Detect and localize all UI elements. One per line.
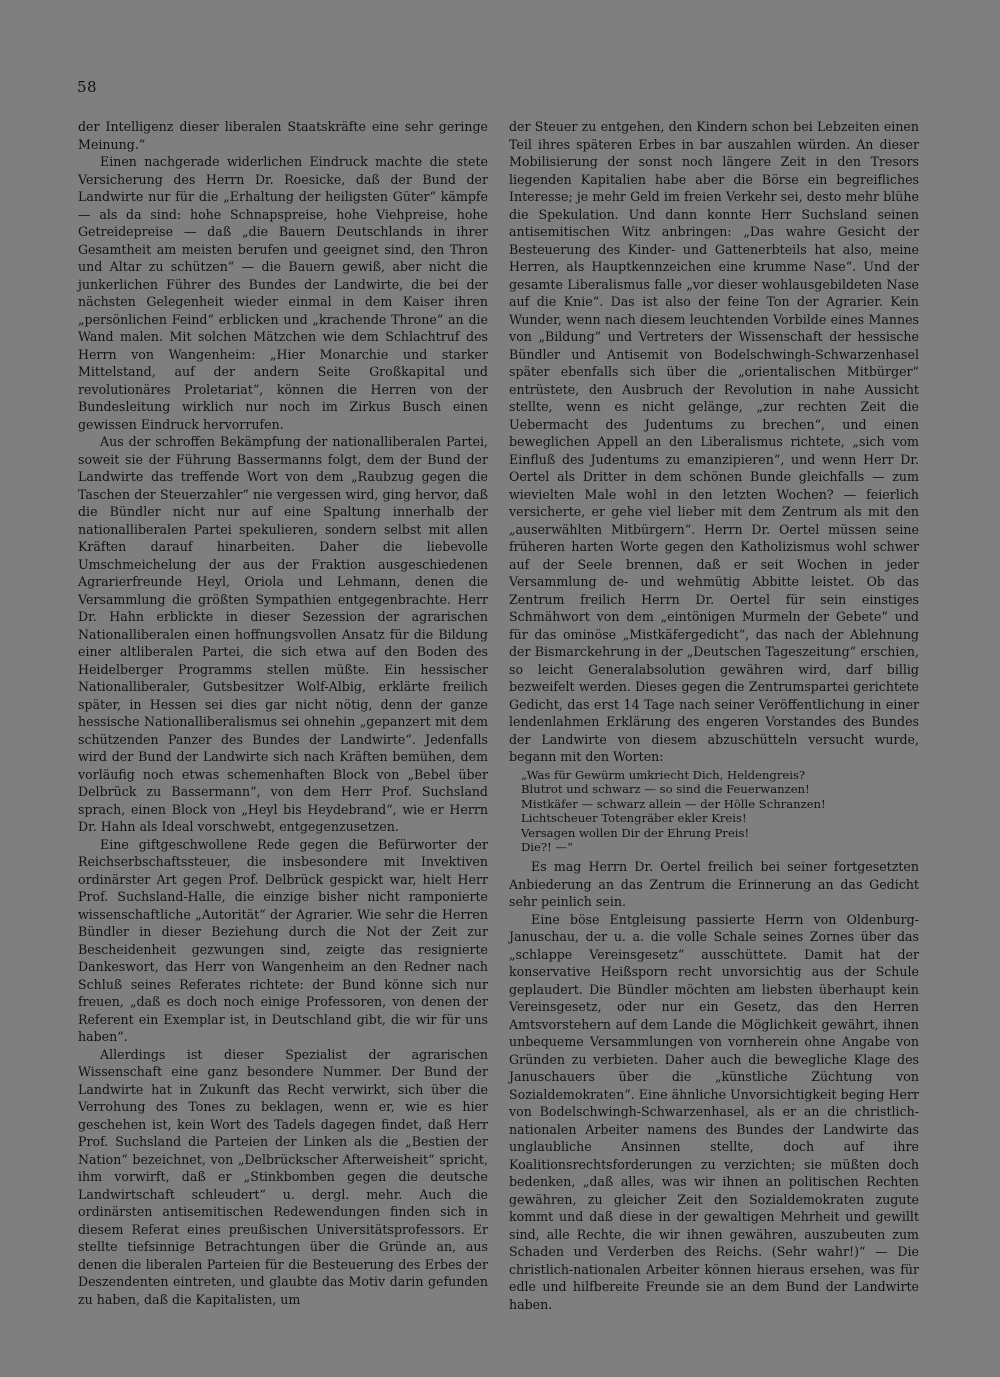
paragraph: der Steuer zu entgehen, den Kindern schon bei Lebzeiten einen Teil ihres späteren Erbes in bar auszahlen würden. An dieser Mobilisierung der sonst noch längere Zeit in den Tresors liegenden Kapitalien habe aber die Börse ein begreifliches Interesse; je mehr Geld im freien Verkehr sei, desto mehr blühe die Spekulation. Und dann konnte Herr Suchsland seinen antisemitischen Witz anbringen: „Das wahre Gesicht der Besteuerung des Kinder- und Gattenerbteils hat also, meine Herren, als Hauptkennzeichen eine krumme Nase“. Und der gesamte Liberalismus falle „vor dieser wohlausgebildeten Nase auf die Knie“. Das ist also der feine Ton der Agrarier. Kein Wunder, wenn nach diesem leuchtenden Vorbilde eines Mannes von „Bildung“ und Vertreters der Wissenschaft der hessische Bündler und Antisemit von Bodelschwingh-Schwarzenhasel später ebenfalls sich über die „orientalischen Mitbürger“ entrüstete, den Ausbruch der Revolution in nahe Aussicht stellte, wenn es nicht gelänge, „zur rechten Zeit die Uebermacht des Judentums zu brechen“, und einen beweglichen Appell an den Liberalismus richtete, „sich vom Einfluß des Judentums zu emanzipieren“, und wenn Herr Dr. Oertel als Dritter in dem schönen Bunde gleichfalls — zum wievielten Male wohl in den letzten Wochen? — feierlich versicherte, er gehe viel lieber mit dem Zentrum als mit den „auserwählten Mitbürgern“. Herrn Dr. Oertel müssen seine früheren harten Worte gegen den Katholizismus wohl schwer auf der Seele brennen, daß er seit Wochen in jeder Versammlung de- und wehmütig Abbitte leistet. Ob das Zentrum freilich Herrn Dr. Oertel für sein einstiges Schmähwort von dem „eintönigen Murmeln der Gebete“ und für das ominöse „Mistkäfergedicht“, das nach der Ablehnung der Bismarckehrung in der „Deutschen Tageszeitung“ erschien, so leicht Generalabsolution gewähren wird, darf billig bezweifelt werden. Dieses gegen die Zentrumspartei gerichtete Gedicht, das erst 14 Tage nach seiner Veröffentlichung in einer lendenlahmen Erklärung des engeren Vorstandes des Bundes der Landwirte von diesem abzuschütteln versucht wurde, begann mit den Worten: <box>509 119 919 764</box>
left-column <box>78 118 488 1308</box>
paragraph: Allerdings ist dieser Spezialist der agrarischen Wissenschaft eine ganz besondere Nummer. Der Bund der Landwirte hat in Zukunft das Recht verwirkt, sich über die Verrohung des Tones zu beklagen, wenn er, wie es hier geschehen ist, kein Wort des Tadels dagegen findet, daß Herr Prof. Suchsland die Parteien der Linken als die „Bestien der Nation“ bezeichnet, von „Delbrückscher Afterweisheit“ spricht, ihm vorwirft, daß er „Stinkbomben gegen die deutsche Landwirtschaft schleudert“ u. dergl. mehr. Auch die ordinärsten antisemitischen Redewendungen finden sich in diesem Referat eines preußischen Universitätsprofessors. Er stellte tiefsinnige Betrachtungen über die Gründe an, aus denen die liberalen Parteien für die Besteuerung des Erbes der Deszendenten eintreten, und glaubte das Motiv darin gefunden zu haben, daß die Kapitalisten, um <box>78 1046 488 1307</box>
poem-quote <box>509 768 919 856</box>
paragraph: Eine böse Entgleisung passierte Herrn von Oldenburg-Januschau, der u. a. die volle Schale seines Zornes über das „schlappe Vereinsgesetz“ ausschüttete. Damit hat der konservative Heißsporn recht unvorsichtig aus der Schule geplaudert. Die Bündler möchten am liebsten überhaupt kein Vereinsgesetz, oder nur ein Gesetz, das den Herren Amtsvorstehern auf dem Lande die Möglichkeit gewährt, ihnen unbequeme Versammlungen von vornherein ohne Angabe von Gründen zu verbieten. Daher auch die bewegliche Klage des Januschauers über die „künstliche Züchtung von Sozialdemokraten“. Eine ähnliche Unvorsichtigkeit beging Herr von Bodelschwingh-Schwarzenhasel, als er an die christlich-nationalen Arbeiter namens des Bundes der Landwirte das unglaubliche Ansinnen stellte, doch auf ihre Koalitionsrechtsforderungen zu verzichten; sie müßten doch bedenken, „daß alles, was wir ihnen an politischen Rechten gewähren, zu gleicher Zeit den Sozialdemokraten zugute kommt und daß diese in der gewaltigen Mehrheit und gewillt sind, alle Rechte, die wir ihnen gewähren, auszubeuten zum Schaden und Verderben des Reichs. (Sehr wahr!)“ — Die christlich-nationalen Arbeiter können hieraus ersehen, was für edle und hilfbereite Freunde sie an dem Bund der Landwirte haben. <box>509 911 919 1312</box>
right-column <box>509 118 919 1313</box>
paragraph: Aus der schroffen Bekämpfung der nationalliberalen Partei, soweit sie der Führung Bassermanns folgt, dem der Bund der Landwirte das treffende Wort von dem „Raubzug gegen die Taschen der Steuerzahler“ nie vergessen wird, ging hervor, daß die Bündler nicht nur auf eine Spaltung innerhalb der nationalliberalen Partei spekulieren, sondern selbst mit allen Kräften darauf hinarbeiten. Daher die liebevolle Umschmeichelung der aus der Fraktion ausgeschiedenen Agrarierfreunde Heyl, Oriola und Lehmann, denen die Versammlung die größten Sympathien entgegenbrachte. Herr Dr. Hahn erblickte in dieser Sezession der agrarischen Nationalliberalen einen hoffnungsvollen Ansatz für die Bildung einer altliberalen Partei, die sich etwa auf den Boden des Heidelberger Programms stellen müßte. Ein hessischer Nationalliberaler, Gutsbesitzer Wolf-Albig, erklärte freilich später, in Hessen sei dies gar nicht nötig, denn der ganze hessische Nationalliberalismus sei ohnehin „gepanzert mit dem schützenden Panzer des Bundes der Landwirte“. Jedenfalls wird der Bund der Landwirte sich nach Kräften bemühen, dem vorläufig noch etwas schemenhaften Block von „Bebel über Delbrück zu Bassermann“, von dem Herr Prof. Suchsland sprach, einen Block von „Heyl bis Heydebrand“, wie er Herrn Dr. Hahn als Ideal vorschwebt, entgegenzusetzen. <box>78 434 488 834</box>
poem-line: Blutrot und schwarz — so sind die Feuerwanzen! <box>521 782 810 797</box>
poem-line: „Was für Gewürm umkriecht Dich, Heldengreis? <box>521 767 806 782</box>
page-number: 58 <box>77 78 98 96</box>
poem-line: Die?! —“ <box>521 840 573 855</box>
paragraph: Einen nachgerade widerlichen Eindruck machte die stete Versicherung des Herrn Dr. Roesicke, daß der Bund der Landwirte nur für die „Erhaltung der heiligsten Güter“ kämpfe — als da sind: hohe Schnapspreise, hohe Viehpreise, hohe Getreidepreise — daß „die Bauern Deutschlands in ihrer Gesamtheit am meisten berufen und geeignet sind, den Thron und Altar zu schützen“ — die Bauern gewiß, aber nicht die junkerlichen Führer des Bundes der Landwirte, die bei der nächsten Gelegenheit wieder einmal in dem Kaiser ihren „persönlichen Feind“ erblicken und „krachende Throne“ an die Wand malen. Mit solchen Mätzchen wie dem Schlachtruf des Herrn von Wangenheim: „Hier Monarchie und starker Mittelstand, auf der andern Seite Großkapital und revolutionäres Proletariat“, können die Herren von der Bundesleitung wirklich nur noch im Zirkus Busch einen gewissen Eindruck hervorrufen. <box>78 154 488 432</box>
poem-line: Lichtscheuer Totengräber ekler Kreis! <box>521 811 747 826</box>
paragraph: der Intelligenz dieser liberalen Staatskräfte eine sehr geringe Meinung.“ <box>78 119 488 152</box>
paragraph: Es mag Herrn Dr. Oertel freilich bei seiner fortgesetzten Anbiederung an das Zentrum die Erinnerung an das Gedicht sehr peinlich sein. <box>509 859 919 910</box>
poem-line: Versagen wollen Dir der Ehrung Preis! <box>521 825 750 840</box>
poem-line: Mistkäfer — schwarz allein — der Hölle Schranzen! <box>521 796 826 811</box>
paragraph: Eine giftgeschwollene Rede gegen die Befürworter der Reichserbschaftssteuer, die insbesondere mit Invektiven ordinärster Art gegen Prof. Delbrück gespickt war, hielt Herr Prof. Suchsland-Halle, die einzige bisher nicht ramponierte wissenschaftliche „Autorität“ der Agrarier. Wie sehr die Herren Bündler in dieser Beziehung durch die Not der Zeit zur Bescheidenheit gezwungen sind, zeigte das resignierte Dankeswort, das Herr von Wangenheim an den Redner nach Schluß seines Referates richtete: der Bund könne sich nur freuen, „daß es doch noch einige Professoren, von denen der Referent ein Exemplar ist, in Deutschland gibt, die wir für uns haben“. <box>78 836 488 1044</box>
